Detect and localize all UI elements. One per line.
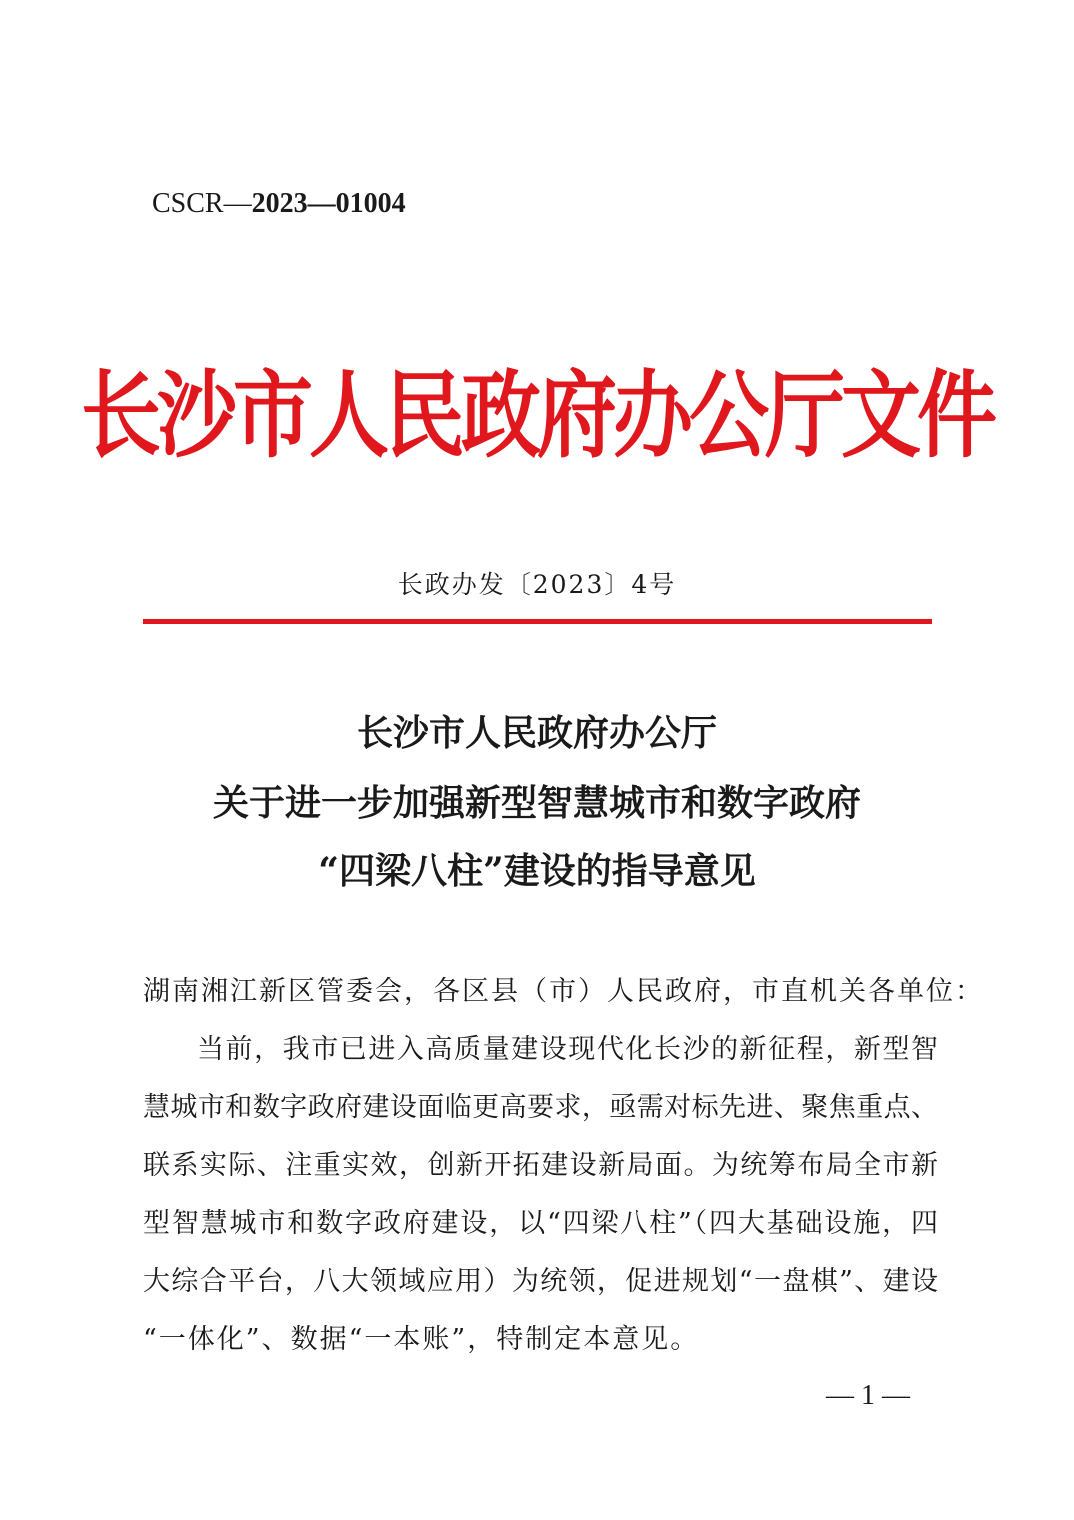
document-number: 长政办发〔2023〕4号 (397, 570, 677, 599)
document-code-number: 2023—01004 (251, 188, 406, 219)
body-line-1: 当前，我市已进入高质量建设现代化长沙的新征程，新型智 (197, 1034, 938, 1065)
page-number: — 1 — (826, 1380, 910, 1411)
red-divider-line (143, 619, 932, 624)
title-line-1: 长沙市人民政府办公厅 (356, 712, 717, 754)
body-line-6: “一体化”、数据“一本账”，特制定本意见。 (143, 1324, 700, 1355)
document-code-prefix: CSCR— (152, 188, 252, 219)
title-line-3: “四梁八柱”建设的指导意见 (318, 850, 756, 892)
body-line-2: 慧城市和数字政府建设面临更高要求，亟需对标先进、聚焦重点、 (143, 1092, 938, 1123)
body-line-3: 联系实际、注重实效，创新开拓建设新局面。为统筹布局全市新 (143, 1150, 938, 1181)
document-code (152, 186, 406, 222)
title-line-2: 关于进一步加强新型智慧城市和数字政府 (212, 782, 861, 824)
body-line-5: 大综合平台，八大领域应用）为统领，促进规划“一盘棋”、建设 (143, 1266, 938, 1297)
addressee-line: 湖南湘江新区管委会，各区县（市）人民政府，市直机关各单位： (143, 976, 984, 1007)
body-line-4: 型智慧城市和数字政府建设，以“四梁八柱”（四大基础设施，四 (143, 1208, 938, 1239)
red-header-title: 长沙市人民政府办公厅文件 (81, 359, 993, 471)
